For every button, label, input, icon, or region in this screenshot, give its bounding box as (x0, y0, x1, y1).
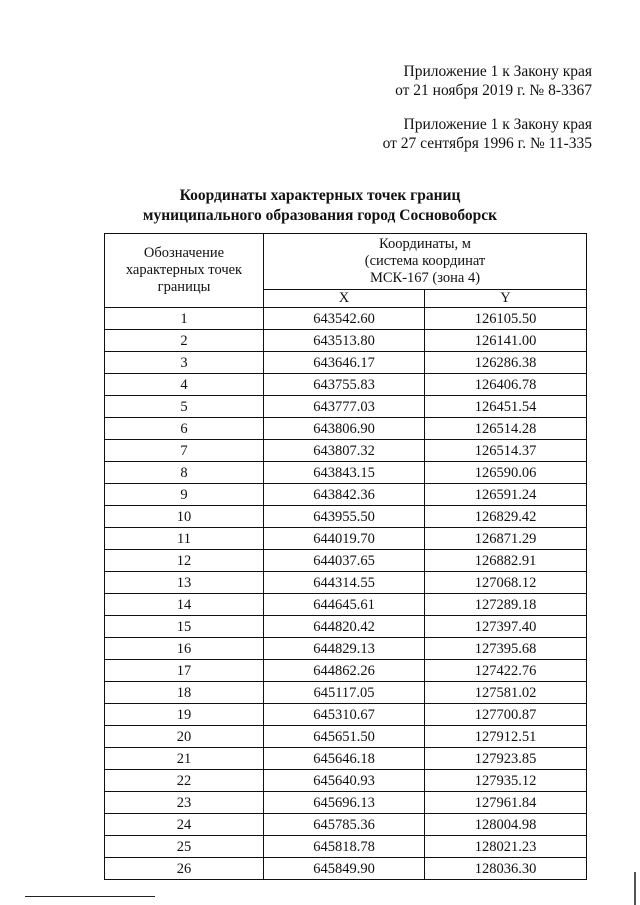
y-cell: 127923.85 (425, 748, 587, 770)
appendix-note-original (383, 115, 592, 153)
point-cell: 2 (105, 330, 264, 352)
y-cell: 126871.29 (425, 528, 587, 550)
x-cell: 644019.70 (264, 528, 425, 550)
y-cell: 127961.84 (425, 792, 587, 814)
x-cell: 643646.17 (264, 352, 425, 374)
y-cell: 126829.42 (425, 506, 587, 528)
y-cell: 126514.28 (425, 418, 587, 440)
table-row (105, 374, 587, 396)
x-cell: 645785.36 (264, 814, 425, 836)
table-row (105, 462, 587, 484)
point-cell: 10 (105, 506, 264, 528)
table-row (105, 660, 587, 682)
table-row (105, 330, 587, 352)
y-cell: 127700.87 (425, 704, 587, 726)
header-y: Y (425, 290, 587, 308)
y-cell: 126105.50 (425, 308, 587, 330)
table-row (105, 440, 587, 462)
y-cell: 128004.98 (425, 814, 587, 836)
y-cell: 126882.91 (425, 550, 587, 572)
y-cell: 128036.30 (425, 858, 587, 880)
x-cell: 644862.26 (264, 660, 425, 682)
x-cell: 643842.36 (264, 484, 425, 506)
appendix-date-line: от 27 сентября 1996 г. № 11-335 (382, 135, 592, 152)
point-cell: 12 (105, 550, 264, 572)
table-row (105, 616, 587, 638)
x-cell: 645696.13 (264, 792, 425, 814)
table-row (105, 528, 587, 550)
table-row (105, 814, 587, 836)
table-row (105, 770, 587, 792)
x-cell: 643755.83 (264, 374, 425, 396)
y-cell: 126590.06 (425, 462, 587, 484)
point-cell: 8 (105, 462, 264, 484)
x-cell: 644314.55 (264, 572, 425, 594)
point-cell: 14 (105, 594, 264, 616)
point-cell: 25 (105, 836, 264, 858)
appendix-note-current (395, 62, 592, 100)
y-cell: 127068.12 (425, 572, 587, 594)
x-cell: 643542.60 (264, 308, 425, 330)
table-row (105, 792, 587, 814)
header-coordinates: Координаты, м (система координат МСК-167 (зона 4) (264, 234, 587, 290)
point-cell: 19 (105, 704, 264, 726)
point-cell: 26 (105, 858, 264, 880)
x-cell: 643807.32 (264, 440, 425, 462)
y-cell: 126591.24 (425, 484, 587, 506)
point-cell: 21 (105, 748, 264, 770)
point-cell: 1 (105, 308, 264, 330)
table-row (105, 418, 587, 440)
x-cell: 645117.05 (264, 682, 425, 704)
x-cell: 644645.61 (264, 594, 425, 616)
point-cell: 5 (105, 396, 264, 418)
point-cell: 11 (105, 528, 264, 550)
y-cell: 126406.78 (425, 374, 587, 396)
point-cell: 4 (105, 374, 264, 396)
appendix-date-line: от 21 ноября 2019 г. № 8-3367 (395, 82, 592, 99)
y-cell: 127935.12 (425, 770, 587, 792)
appendix-line: Приложение 1 к Закону края (403, 63, 592, 80)
table-row (105, 836, 587, 858)
x-cell: 644829.13 (264, 638, 425, 660)
scan-edge-mark (634, 872, 636, 905)
header-point: Обозначение характерных точек границы (105, 234, 264, 308)
x-cell: 643806.90 (264, 418, 425, 440)
table-row (105, 396, 587, 418)
point-cell: 3 (105, 352, 264, 374)
table-row (105, 550, 587, 572)
y-cell: 126286.38 (425, 352, 587, 374)
x-cell: 643513.80 (264, 330, 425, 352)
table-row (105, 748, 587, 770)
x-cell: 644820.42 (264, 616, 425, 638)
table-row (105, 682, 587, 704)
point-cell: 9 (105, 484, 264, 506)
table-row (105, 726, 587, 748)
table-row (105, 352, 587, 374)
point-cell: 6 (105, 418, 264, 440)
y-cell: 128021.23 (425, 836, 587, 858)
table-body (105, 308, 587, 880)
footer-rule (25, 896, 155, 897)
document-title (0, 186, 640, 226)
point-cell: 17 (105, 660, 264, 682)
y-cell: 126141.00 (425, 330, 587, 352)
x-cell: 643777.03 (264, 396, 425, 418)
x-cell: 643843.15 (264, 462, 425, 484)
header-x: X (264, 290, 425, 308)
x-cell: 645310.67 (264, 704, 425, 726)
x-cell: 644037.65 (264, 550, 425, 572)
appendix-line: Приложение 1 к Закону края (403, 116, 592, 133)
y-cell: 126451.54 (425, 396, 587, 418)
point-cell: 24 (105, 814, 264, 836)
x-cell: 645849.90 (264, 858, 425, 880)
table-row (105, 308, 587, 330)
table-row (105, 484, 587, 506)
table-row (105, 858, 587, 880)
point-cell: 22 (105, 770, 264, 792)
y-cell: 127422.76 (425, 660, 587, 682)
point-cell: 23 (105, 792, 264, 814)
coordinates-table (104, 233, 587, 880)
point-cell: 16 (105, 638, 264, 660)
x-cell: 645818.78 (264, 836, 425, 858)
x-cell: 645646.18 (264, 748, 425, 770)
table-row (105, 594, 587, 616)
table-row (105, 572, 587, 594)
y-cell: 127581.02 (425, 682, 587, 704)
table-row (105, 638, 587, 660)
point-cell: 13 (105, 572, 264, 594)
title-line-2: муниципального образования город Сосновоборск (142, 207, 498, 224)
x-cell: 645640.93 (264, 770, 425, 792)
y-cell: 127289.18 (425, 594, 587, 616)
y-cell: 126514.37 (425, 440, 587, 462)
y-cell: 127912.51 (425, 726, 587, 748)
table-row (105, 506, 587, 528)
y-cell: 127395.68 (425, 638, 587, 660)
y-cell: 127397.40 (425, 616, 587, 638)
point-cell: 18 (105, 682, 264, 704)
x-cell: 645651.50 (264, 726, 425, 748)
title-line-1: Координаты характерных точек границ (179, 187, 461, 204)
table-row (105, 704, 587, 726)
point-cell: 7 (105, 440, 264, 462)
point-cell: 15 (105, 616, 264, 638)
x-cell: 643955.50 (264, 506, 425, 528)
point-cell: 20 (105, 726, 264, 748)
